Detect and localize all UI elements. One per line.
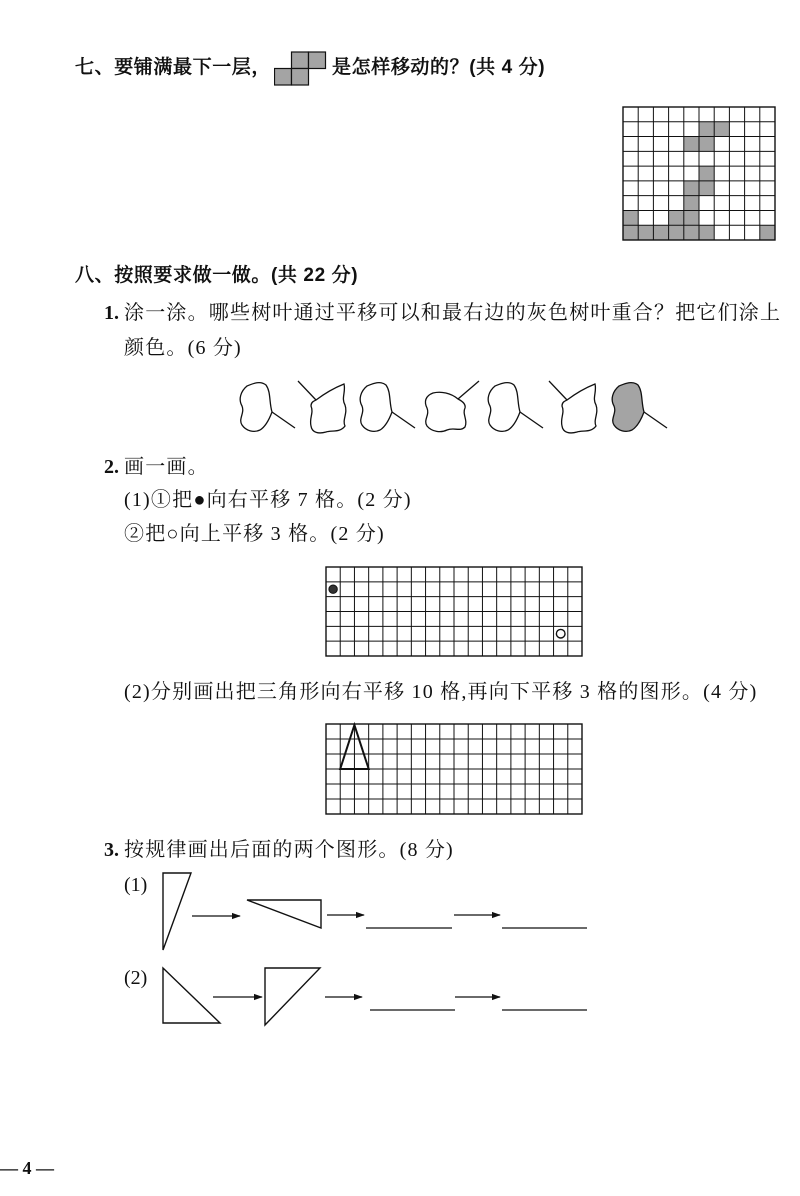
leaf-row	[240, 381, 667, 433]
section-7-heading-question: 是怎样移动的？(共 4 分)	[332, 57, 546, 78]
question-3-number: 3.	[104, 839, 119, 861]
tetromino-cell	[309, 52, 326, 69]
open-circle	[556, 629, 565, 638]
section-8-heading: 八、按照要求做一做。(共 22 分)	[75, 265, 359, 286]
shaded-cell	[699, 122, 714, 137]
leaf-5	[488, 383, 543, 432]
dot-grid	[326, 567, 582, 656]
leaf-3	[360, 383, 415, 432]
question-2-title	[104, 455, 209, 479]
shaded-cell	[699, 225, 714, 240]
question-2-text: 画一画。	[124, 456, 209, 478]
shaded-leaf-7	[612, 383, 667, 432]
shaded-cell	[669, 210, 684, 225]
question-3-title	[104, 838, 454, 862]
pattern-1-triangle-1	[163, 873, 191, 950]
shaded-cell	[623, 210, 638, 225]
leaf-1	[240, 383, 295, 432]
tetromino-cell	[292, 68, 309, 85]
tetromino-cell	[275, 68, 292, 85]
question-3-row-2-label: (2)	[124, 967, 148, 989]
question-1-text: 涂一涂。哪些树叶通过平移可以和最右边的灰色树叶重合？把它们涂上	[124, 302, 782, 324]
shaded-cell	[684, 225, 699, 240]
question-1-line-1	[104, 301, 781, 325]
page-number: — 4 —	[0, 1158, 54, 1178]
question-2-part-1-b: ②把○向上平移 3 格。(2 分)	[124, 523, 385, 545]
shaded-cell	[699, 166, 714, 181]
question-2-part-1-a: (1)①把●向右平移 7 格。(2 分)	[124, 489, 412, 511]
shaded-cell	[760, 225, 775, 240]
tetromino-cell	[292, 52, 309, 69]
shaded-cell	[623, 225, 638, 240]
shaded-cell	[684, 196, 699, 211]
leaf-4	[425, 381, 479, 432]
question-3-text: 按规律画出后面的两个图形。(8 分)	[124, 839, 454, 861]
shaded-cell	[714, 122, 729, 137]
shaded-cell	[699, 181, 714, 196]
filled-dot	[329, 585, 337, 593]
shaded-cell	[638, 225, 653, 240]
shaded-cell	[684, 137, 699, 152]
question-2-part-2: (2)分别画出把三角形向右平移 10 格,再向下平移 3 格的图形。(4 分)	[124, 681, 758, 703]
pattern-2-triangle-1	[163, 968, 220, 1023]
shaded-cell	[684, 210, 699, 225]
question-1-number: 1.	[104, 302, 119, 324]
shaded-cell	[684, 181, 699, 196]
shaded-cell	[669, 225, 684, 240]
section-7-heading	[75, 50, 545, 86]
shaded-cell	[699, 137, 714, 152]
question-1-line-2: 颜色。(6 分)	[124, 337, 242, 359]
tetris-grid	[623, 107, 775, 240]
section-7-heading-text: 七、要铺满最下一层，	[75, 57, 272, 78]
question-2-number: 2.	[104, 456, 119, 478]
leaf-6	[549, 381, 597, 433]
question-3-row-1-label: (1)	[124, 874, 148, 896]
shaded-cell	[653, 225, 668, 240]
s-tetromino-icon	[274, 51, 327, 86]
leaf-2	[298, 381, 346, 433]
pattern-2-triangle-2	[265, 968, 320, 1025]
pattern-1-triangle-2	[247, 900, 321, 928]
